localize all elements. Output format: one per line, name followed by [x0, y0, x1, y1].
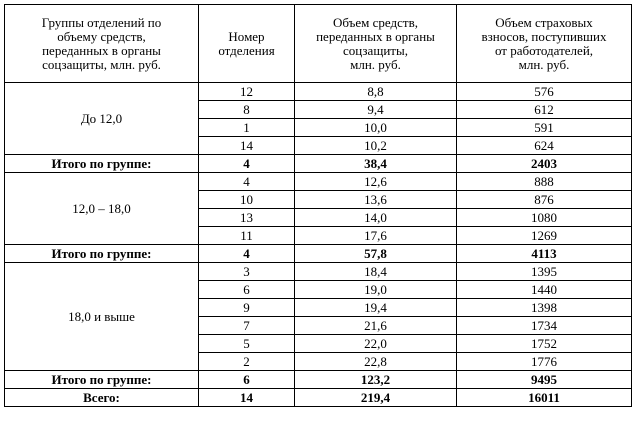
contributions-value: 612 — [457, 101, 632, 119]
contributions-value: 1734 — [457, 317, 632, 335]
group-total-contributions: 9495 — [457, 371, 632, 389]
header-line: Объем средств, — [333, 14, 418, 30]
contributions-value: 1080 — [457, 209, 632, 227]
group-label: 18,0 и выше — [5, 263, 199, 371]
contributions-value: 591 — [457, 119, 632, 137]
contributions-value: 1440 — [457, 281, 632, 299]
header-line: соцзащиты, — [343, 42, 408, 58]
funds-value: 9,4 — [295, 101, 457, 119]
header-number-column — [199, 5, 295, 83]
funds-value: 18,4 — [295, 263, 457, 281]
group-total-count: 4 — [199, 245, 295, 263]
contributions-value: 876 — [457, 191, 632, 209]
funds-value: 22,0 — [295, 335, 457, 353]
group-total-row — [5, 155, 632, 173]
branch-number: 5 — [199, 335, 295, 353]
table-row — [5, 83, 632, 101]
group-total-row — [5, 371, 632, 389]
branch-number: 14 — [199, 137, 295, 155]
group-total-label: Итого по группе: — [5, 245, 199, 263]
branch-number: 12 — [199, 83, 295, 101]
branch-number: 7 — [199, 317, 295, 335]
header-line: переданных в органы — [316, 28, 435, 44]
contributions-value: 1395 — [457, 263, 632, 281]
header-line: от работодателей, — [494, 42, 594, 58]
group-total-label: Итого по группе: — [5, 371, 199, 389]
header-line: Объем страховых — [495, 14, 593, 30]
funds-value: 10,2 — [295, 137, 457, 155]
funds-value: 19,4 — [295, 299, 457, 317]
funds-value: 19,0 — [295, 281, 457, 299]
branch-number: 8 — [199, 101, 295, 119]
header-contributions-column — [457, 5, 632, 83]
group-total-contributions: 2403 — [457, 155, 632, 173]
funds-value: 17,6 — [295, 227, 457, 245]
group-total-count: 4 — [199, 155, 295, 173]
header-line: взносов, поступивших — [481, 28, 607, 44]
header-line: объему средств, — [57, 28, 146, 44]
group-total-contributions: 4113 — [457, 245, 632, 263]
branch-number: 3 — [199, 263, 295, 281]
grand-total-funds: 219,4 — [295, 389, 457, 407]
grand-total-contributions: 16011 — [457, 389, 632, 407]
funds-value: 21,6 — [295, 317, 457, 335]
contributions-value: 1752 — [457, 335, 632, 353]
header-line: Группы отделений по — [41, 14, 162, 30]
table-row — [5, 263, 632, 281]
group-total-row — [5, 245, 632, 263]
header-row — [5, 5, 632, 83]
grand-total-count: 14 — [199, 389, 295, 407]
header-funds-column — [295, 5, 457, 83]
grouping-table — [4, 4, 632, 407]
branch-number: 2 — [199, 353, 295, 371]
header-group-column — [5, 5, 199, 83]
header-line: млн. руб. — [350, 56, 401, 72]
group-total-count: 6 — [199, 371, 295, 389]
branch-number: 11 — [199, 227, 295, 245]
branch-number: 1 — [199, 119, 295, 137]
group-total-funds: 38,4 — [295, 155, 457, 173]
table-row — [5, 173, 632, 191]
group-total-funds: 57,8 — [295, 245, 457, 263]
funds-value: 10,0 — [295, 119, 457, 137]
funds-value: 22,8 — [295, 353, 457, 371]
header-line: отделения — [218, 42, 275, 58]
branch-number: 10 — [199, 191, 295, 209]
group-total-label: Итого по группе: — [5, 155, 199, 173]
funds-value: 13,6 — [295, 191, 457, 209]
branch-number: 13 — [199, 209, 295, 227]
branch-number: 9 — [199, 299, 295, 317]
branch-number: 4 — [199, 173, 295, 191]
header-line: соцзащиты, млн. руб. — [42, 56, 161, 72]
contributions-value: 576 — [457, 83, 632, 101]
header-line: переданных в органы — [42, 42, 161, 58]
contributions-value: 1776 — [457, 353, 632, 371]
table-wrapper — [4, 4, 632, 407]
group-label: 12,0 – 18,0 — [5, 173, 199, 245]
funds-value: 14,0 — [295, 209, 457, 227]
contributions-value: 1398 — [457, 299, 632, 317]
contributions-value: 1269 — [457, 227, 632, 245]
header-line: млн. руб. — [518, 56, 570, 72]
funds-value: 8,8 — [295, 83, 457, 101]
contributions-value: 624 — [457, 137, 632, 155]
grand-total-row — [5, 389, 632, 407]
grand-total-label: Всего: — [5, 389, 199, 407]
funds-value: 12,6 — [295, 173, 457, 191]
group-total-funds: 123,2 — [295, 371, 457, 389]
group-label: До 12,0 — [5, 83, 199, 155]
contributions-value: 888 — [457, 173, 632, 191]
branch-number: 6 — [199, 281, 295, 299]
header-line: Номер — [228, 28, 265, 44]
